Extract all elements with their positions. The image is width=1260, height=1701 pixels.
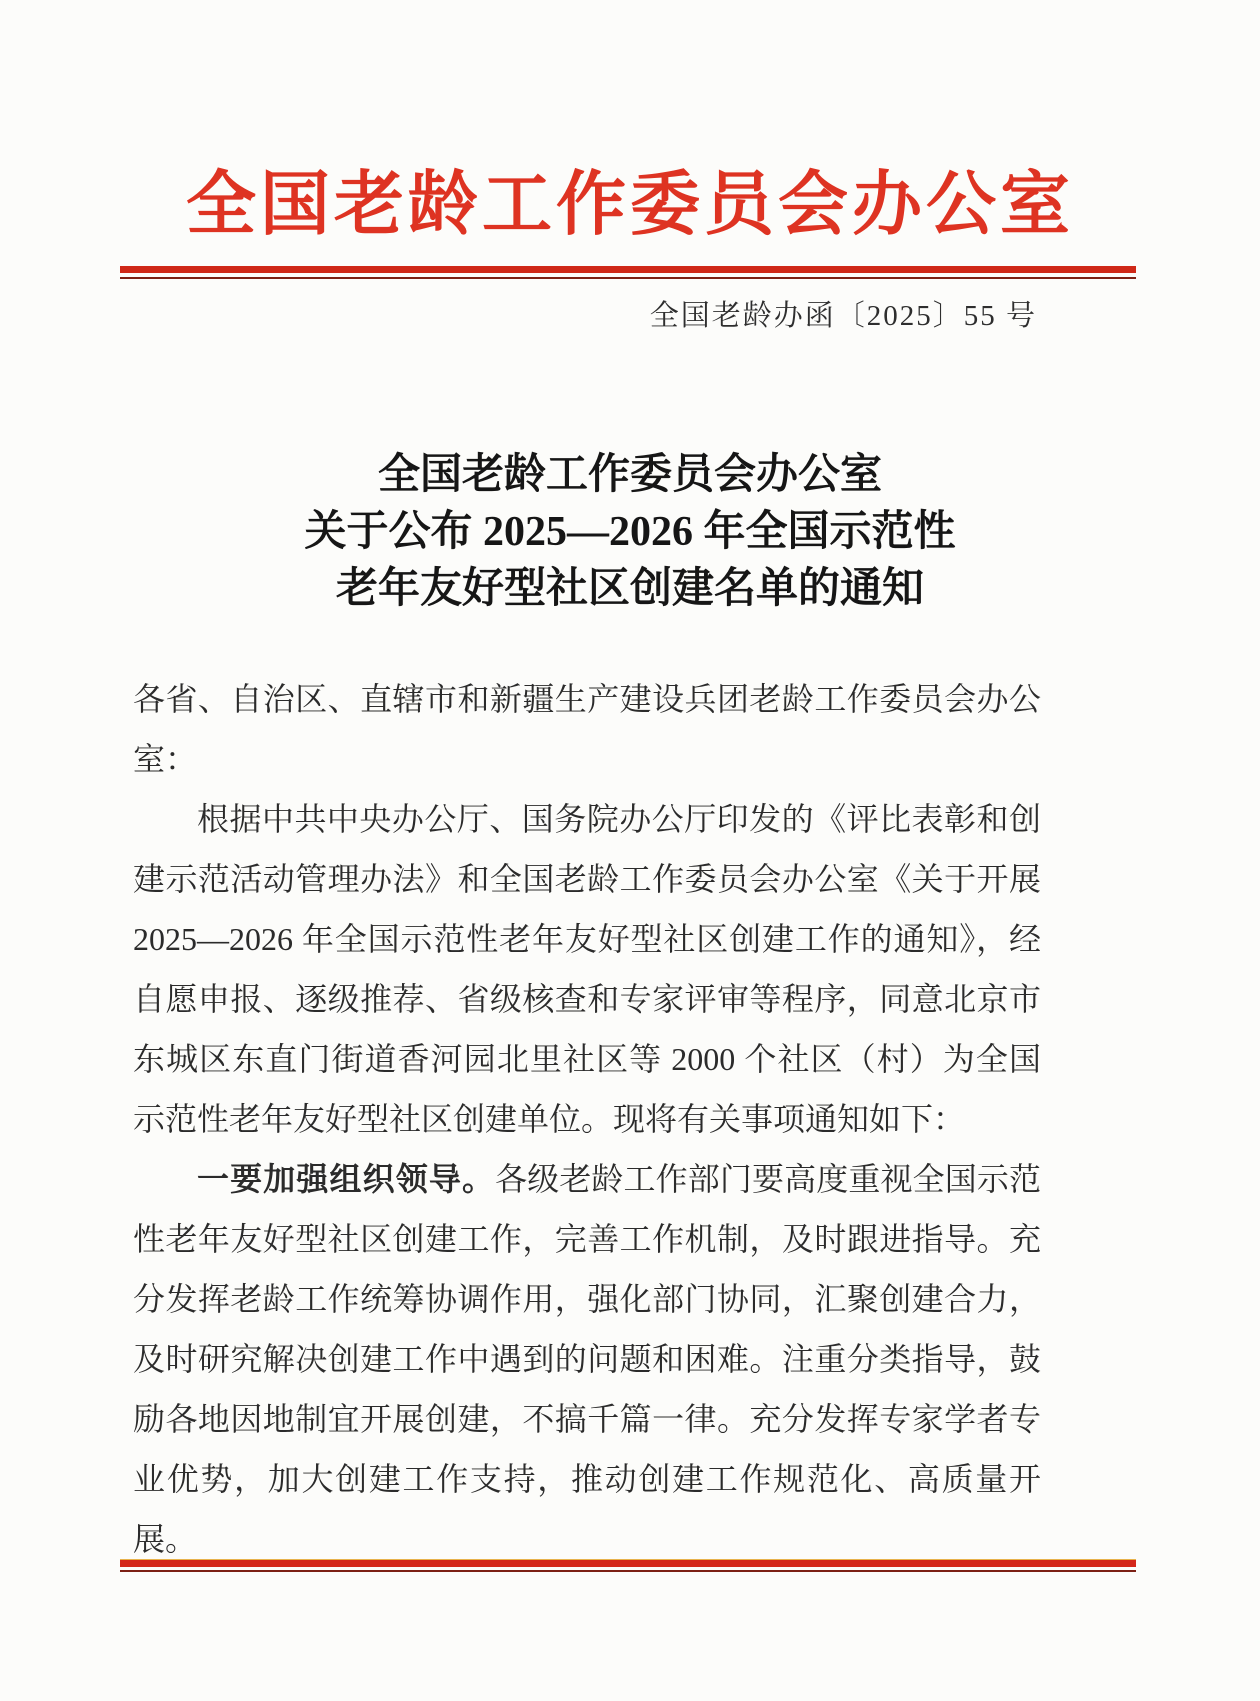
letterhead-divider-thin-line [120,277,1136,279]
document-title [0,447,1260,618]
salutation: 各省、自治区、直辖市和新疆生产建设兵团老龄工作委员会办公室： [133,681,1041,777]
footer-divider-thin-line [120,1570,1136,1572]
paragraph-1 [133,789,1041,1149]
document-body [133,669,1041,1569]
document-title-line-2: 关于公布 2025—2026 年全国示范性 [304,509,956,555]
paragraph-2-text: 各级老龄工作部门要高度重视全国示范性老年友好型社区创建工作，完善工作机制，及时跟进指导。充分发挥老龄工作统筹协调作用，强化部门协同，汇聚创建合力，及时研究解决创建工作中遇到的问题和困难。注重分类指导，鼓励各地因地制宜开展创建，不搞千篇一律。充分发挥专家学者专业优势，加大创建工作支持，推动创建工作规范化、高质量开展。 [133,1161,1041,1557]
paragraph-2-lead: 一要加强组织领导。 [197,1161,496,1197]
letterhead-divider [120,266,1136,279]
document-title-line-1: 全国老龄工作委员会办公室 [377,452,882,498]
footer-divider [120,1559,1136,1572]
paragraph-2 [133,1149,1041,1569]
letterhead-divider-thick-line [120,266,1136,273]
letterhead-title: 全国老龄工作委员会办公室 [186,167,1074,244]
footer-divider-thick-line [120,1559,1136,1567]
document-number: 全国老龄办函〔2025〕55 号 [649,300,1037,332]
document-title-line-3: 老年友好型社区创建名单的通知 [335,566,924,612]
paragraph-1-text: 根据中共中央办公厅、国务院办公厅印发的《评比表彰和创建示范活动管理办法》和全国老龄工作委员会办公室《关于开展 2025—2026 年全国示范性老年友好型社区创建工作的通知》，经自愿申报、逐级推荐、省级核查和专家评审等程序，同意北京市东城区东直门街道香河园北里社区等 2000 个社区（村）为全国示范性老年友好型社区创建单位。现将有关事项通知如下： [133,801,1041,1137]
